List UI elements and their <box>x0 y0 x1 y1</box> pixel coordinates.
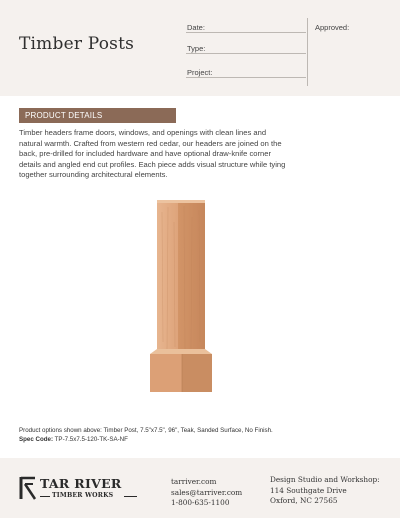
contact-info <box>171 477 242 509</box>
logo-mark-icon <box>19 475 37 501</box>
website-link[interactable]: tarriver.com <box>171 477 217 486</box>
section-tag: PRODUCT DETAILS <box>19 108 176 123</box>
base-top <box>150 349 212 354</box>
base-left-face <box>150 354 182 392</box>
date-label: Date: <box>187 23 205 32</box>
product-options-text: Product options shown above: Timber Post, 7.5"x7.5", 96", Teak, Sanded Surface, No Finish. <box>19 427 273 434</box>
project-label: Project: <box>187 68 213 77</box>
email-link[interactable]: sales@tarriver.com <box>171 487 243 497</box>
spec-code-line <box>19 436 379 445</box>
brand-name: TAR RIVER <box>40 476 122 491</box>
approved-divider <box>307 18 308 86</box>
product-caption <box>19 427 379 444</box>
studio-label: Design Studio and Workshop: <box>270 475 380 484</box>
type-line[interactable] <box>186 53 306 54</box>
timber-post-image <box>140 192 230 394</box>
brand-logo[interactable] <box>19 475 137 503</box>
post-top-edge <box>157 200 205 203</box>
type-label: Type: <box>187 44 206 53</box>
product-description: Timber headers frame doors, windows, and openings with clean lines and natural warmth. Crafted from western red cedar, our headers are joined on the back, pre-drilled for included hardware and have optional draw-knife corner details and angled end cut profiles. Each piece adds visual structure while tying together surrounding architectural elements. <box>19 128 286 180</box>
phone-number[interactable]: 1-800-635-1100 <box>171 498 230 507</box>
approved-label: Approved: <box>315 23 350 32</box>
spec-code-value: TP-7.5x7.5-120-TK-SA-NF <box>54 435 128 443</box>
page-title: Timber Posts <box>19 34 135 54</box>
project-line[interactable] <box>186 77 306 78</box>
base-right-face <box>182 354 212 392</box>
city-address: Oxford, NC 27565 <box>270 496 338 505</box>
header-band <box>0 0 400 96</box>
date-line[interactable] <box>186 32 306 33</box>
brand-subtitle: TIMBER WORKS <box>52 492 114 499</box>
studio-address <box>270 475 380 507</box>
street-address: 114 Southgate Drive <box>270 485 347 495</box>
spec-code-label: Spec Code: <box>19 435 54 443</box>
